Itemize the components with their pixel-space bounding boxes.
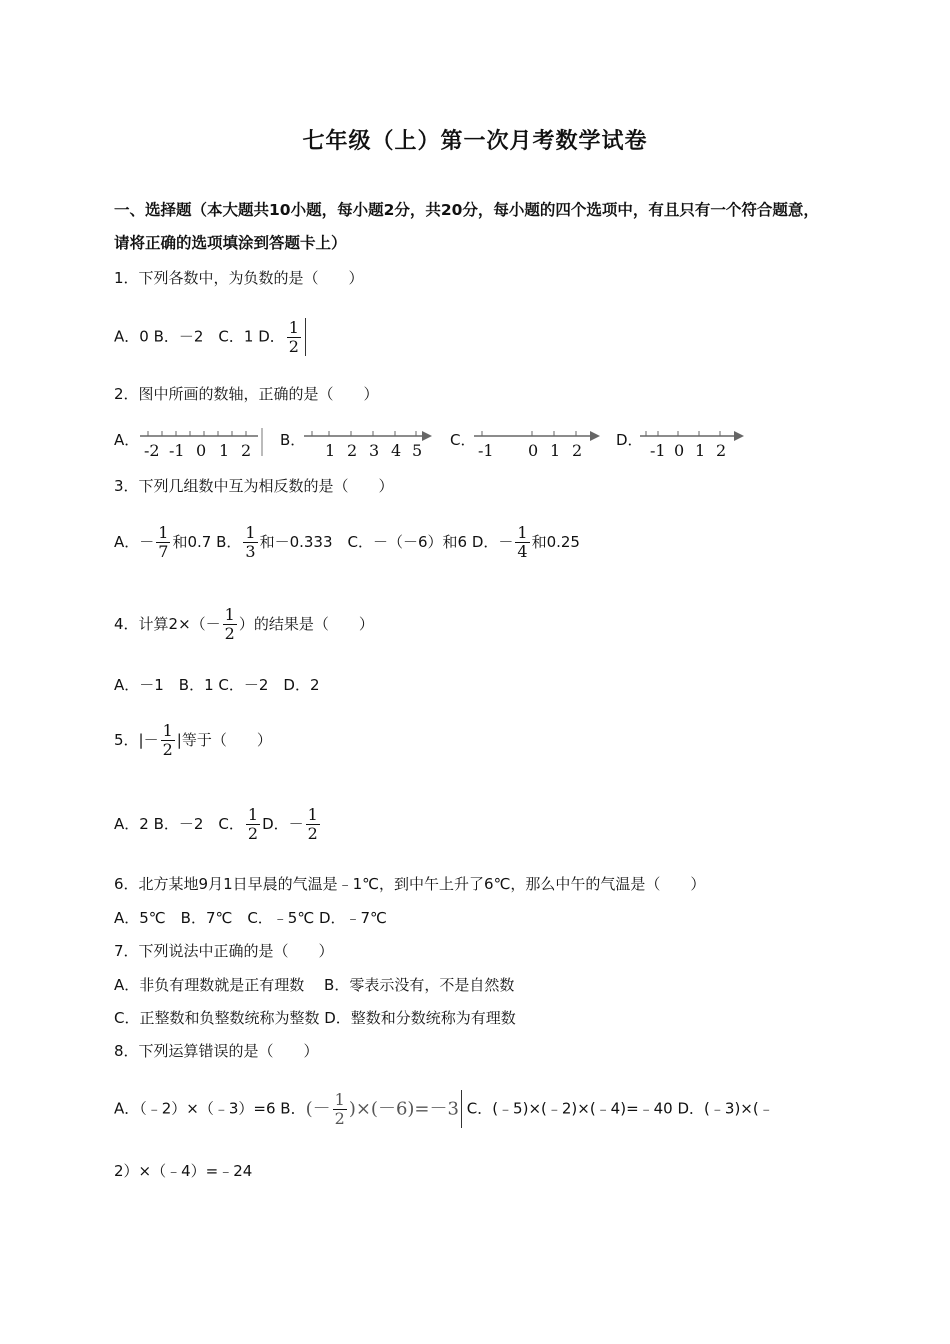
tick-label: 5 <box>412 441 423 460</box>
q4-stem <box>114 606 374 643</box>
q8-option-b-expression: (－ $\frac{1}{2}$ )×(－6)=－3 <box>305 1089 459 1128</box>
number-line-c <box>474 428 604 458</box>
q5-fraction-c: $\frac{1}{2}$ <box>247 805 259 843</box>
q6-options: A．5℃ B．7℃ C．﹣5℃ D．﹣7℃ <box>114 909 387 927</box>
q8-options-cont: 2）×（﹣4）=﹣24 <box>114 1162 253 1180</box>
q5-stem <box>114 722 272 759</box>
tick-label: 2 <box>241 441 252 460</box>
q7-options-ab: A．非负有理数就是正有理数 B．零表示没有，不是自然数 <box>114 976 515 994</box>
section-heading: 一、选择题（本大题共10小题，每小题2分，共20分，每小题的四个选项中，有且只有一个符合题意， <box>114 201 819 219</box>
q3-text: A．－ <box>114 533 155 551</box>
q3-text: 和－0.333 C．－（－6）和6 D．－ <box>259 533 514 551</box>
q2-stem: 2．图中所画的数轴，正确的是（ ） <box>114 385 379 403</box>
q7-stem: 7．下列说法中正确的是（ ） <box>114 942 334 960</box>
number-line-b <box>304 428 434 458</box>
q8-options <box>114 1090 774 1128</box>
q5-text: D．－ <box>262 815 304 833</box>
q4-fraction: $\frac{1}{2}$ <box>224 605 235 643</box>
tick-label: 4 <box>391 441 402 460</box>
q8-text: A．（﹣2）×（﹣3）=6 B． <box>114 1099 306 1118</box>
q3-stem: 3．下列几组数中互为相反数的是（ ） <box>114 477 394 495</box>
q2-label-d: D． <box>616 431 643 449</box>
tick-label: 1 <box>219 441 230 460</box>
tick-label: 2 <box>347 441 358 460</box>
q3-text: 和0.7 B． <box>172 533 242 551</box>
number-line-a <box>140 428 264 458</box>
q3-options <box>114 524 580 561</box>
q5-options <box>114 806 322 843</box>
tick-label: 1 <box>325 441 336 460</box>
tick-label: 2 <box>716 441 727 460</box>
number-line-d <box>640 428 748 458</box>
q1-fraction: $\frac{1}{2}$ <box>288 317 299 356</box>
q1-options-text: A．0 B．－2 C．1 D． <box>114 327 285 346</box>
section-heading-cont: 请将正确的选项填涂到答题卡上） <box>114 234 347 252</box>
tick-label: -1 <box>478 441 494 460</box>
q6-stem: 6．北方某地9月1日早晨的气温是﹣1℃，到中午上升了6℃，那么中午的气温是（ ） <box>114 875 706 893</box>
q5-text: |等于（ ） <box>176 731 272 749</box>
q7-options-cd: C．正整数和负整数统称为整数 D．整数和分数统称为有理数 <box>114 1009 516 1027</box>
q3-fraction-a: $\frac{1}{7}$ <box>158 523 169 561</box>
divider <box>305 318 306 356</box>
q3-text: 和0.25 <box>531 533 580 551</box>
q5-fraction: $\frac{1}{2}$ <box>162 721 173 759</box>
tick-label: 3 <box>369 441 380 460</box>
page-title: 七年级（上）第一次月考数学试卷 <box>302 129 648 154</box>
q2-options <box>114 428 754 460</box>
q8-text: C．(﹣5)×(﹣2)×(﹣4)=﹣40 D．(﹣3)×(﹣ <box>461 1099 774 1118</box>
q1-stem: 1．下列各数中，为负数的是（ ） <box>114 269 364 287</box>
q4-text: ）的结果是（ ） <box>238 615 374 633</box>
tick-label: -1 <box>169 441 185 460</box>
q3-fraction-d: $\frac{1}{4}$ <box>517 523 528 561</box>
q3-fraction-b: $\frac{1}{3}$ <box>245 523 256 561</box>
tick-label: 2 <box>572 441 583 460</box>
q1-options <box>114 318 306 356</box>
q4-text: 4．计算2×（－ <box>114 615 221 633</box>
q2-label-c: C． <box>450 431 476 449</box>
tick-label: 1 <box>550 441 561 460</box>
q5-fraction-d: $\frac{1}{2}$ <box>307 805 318 843</box>
q2-label-b: B． <box>280 431 306 449</box>
tick-label: -1 <box>650 441 666 460</box>
tick-label: -2 <box>144 441 160 460</box>
q2-label-a: A． <box>114 431 140 449</box>
q5-text: 5．|－ <box>114 731 159 749</box>
q8-stem: 8．下列运算错误的是（ ） <box>114 1042 319 1060</box>
tick-label: 0 <box>674 441 685 460</box>
tick-label: 0 <box>528 441 539 460</box>
q5-text: A．2 B．－2 C． <box>114 815 244 833</box>
tick-label: 0 <box>196 441 207 460</box>
tick-label: 1 <box>695 441 706 460</box>
q4-options: A．－1 B．1 C．－2 D．2 <box>114 676 320 694</box>
